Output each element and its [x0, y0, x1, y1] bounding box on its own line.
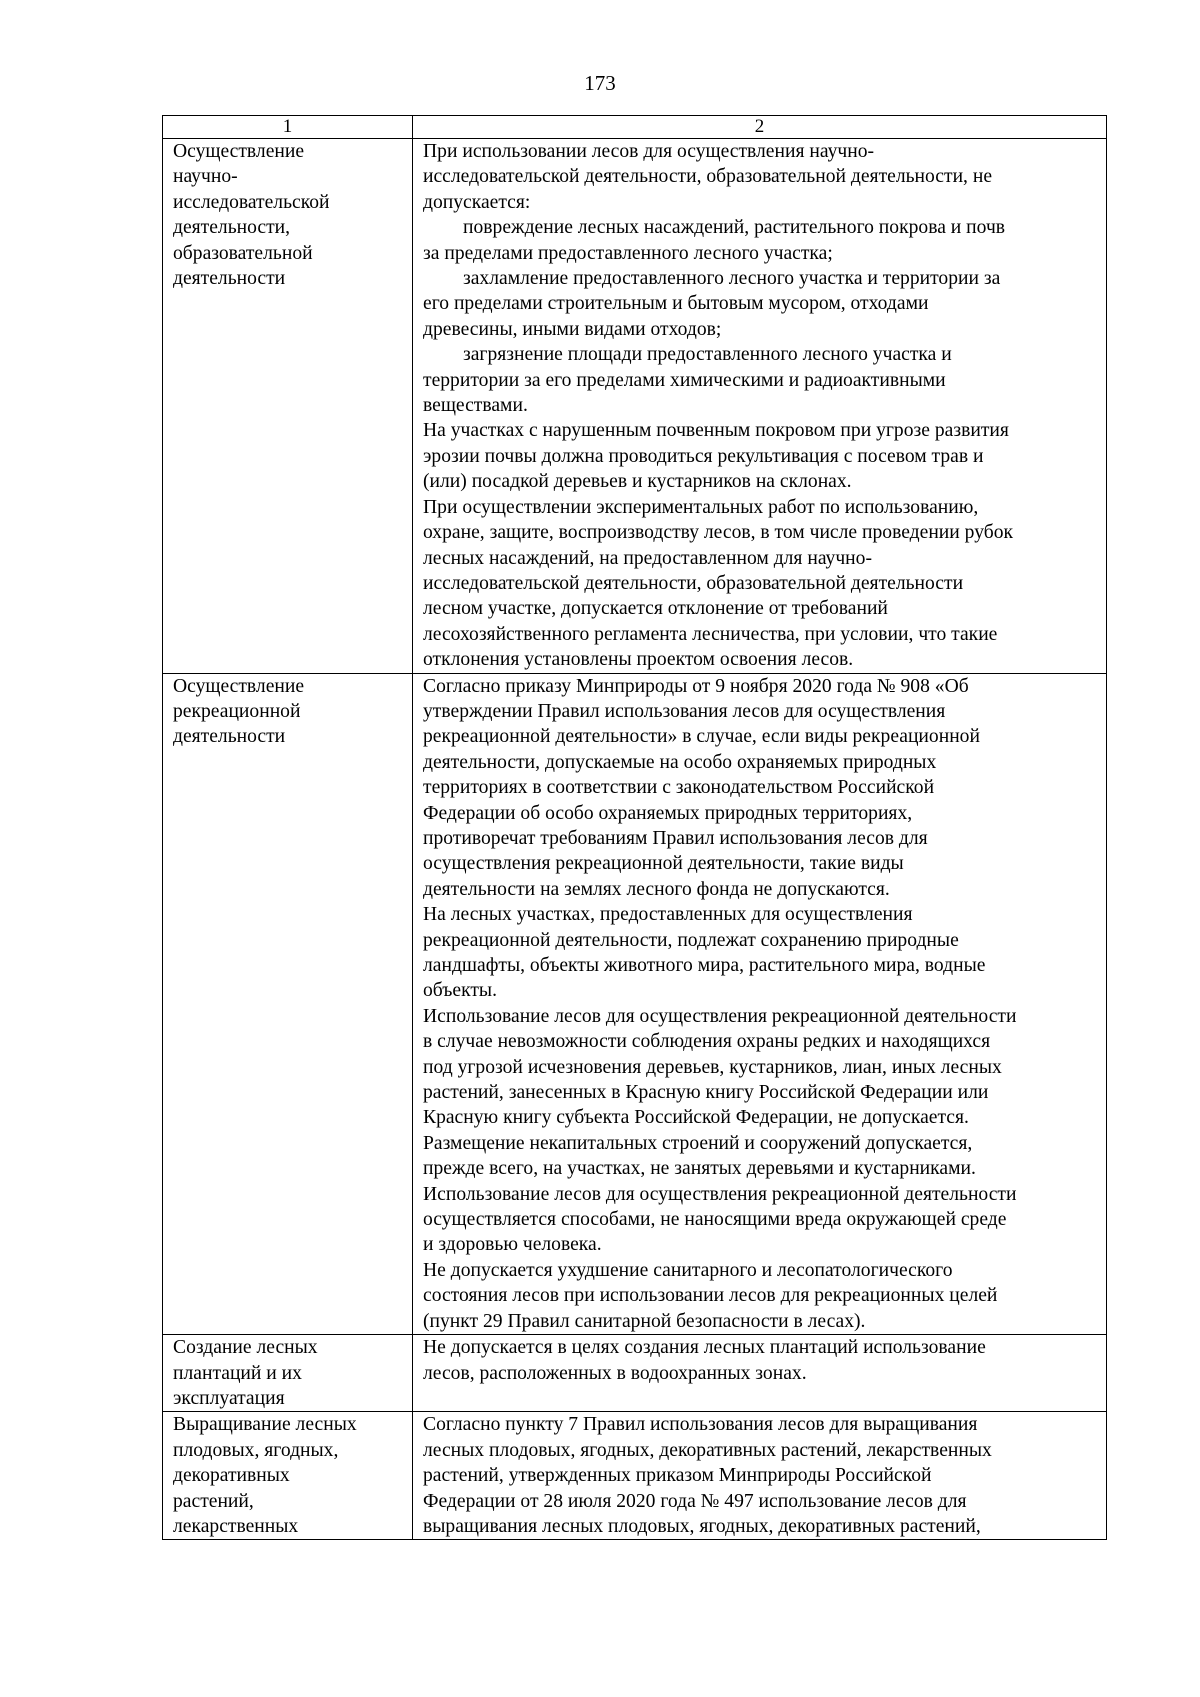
restriction-text-line: лесных насаждений, на предоставленном для научно-	[423, 547, 872, 569]
column-header-2: 2	[413, 116, 1107, 139]
restriction-text-line: объекты.	[423, 980, 497, 1002]
restriction-text-line: растений, утвержденных приказом Минприроды Российской	[423, 1465, 932, 1487]
restriction-text-line: за пределами предоставленного лесного участка;	[423, 242, 833, 264]
restriction-text-line: При осуществлении экспериментальных работ по использованию,	[423, 496, 979, 518]
restriction-text-line: Согласно пункту 7 Правил использования лесов для выращивания	[423, 1414, 978, 1436]
activity-type-line: плодовых, ягодных,	[173, 1439, 339, 1461]
restriction-text-line: осуществления рекреационной деятельности, такие виды	[423, 853, 904, 875]
restriction-text-line: в случае невозможности соблюдения охраны редких и находящихся	[423, 1031, 991, 1053]
restriction-text-line: территории за его пределами химическими и радиоактивными	[423, 369, 946, 391]
restriction-text-line: осуществляется способами, не наносящими вреда окружающей среде	[423, 1209, 1007, 1231]
restriction-text-line: Размещение некапитальных строений и сооружений допускается,	[423, 1132, 973, 1154]
restriction-text-line: эрозии почвы должна проводиться рекультивация с посевом трав и	[423, 445, 984, 467]
restriction-text-line: захламление предоставленного лесного участка и территории за	[463, 268, 1001, 290]
restriction-text-line: Федерации об особо охраняемых природных территориях,	[423, 802, 913, 824]
activity-type-line: научно-	[173, 166, 238, 188]
activity-type-cell	[163, 139, 413, 674]
restriction-text-line: выращивания лесных плодовых, ягодных, декоративных растений,	[423, 1515, 981, 1537]
restriction-text-line: исследовательской деятельности, образовательной деятельности	[423, 572, 964, 594]
restriction-text-line: рекреационной деятельности, подлежат сохранению природные	[423, 929, 959, 951]
restriction-text-line: рекреационной деятельности» в случае, если виды рекреационной	[423, 726, 980, 748]
activity-type-line: Создание лесных	[173, 1337, 318, 1359]
restriction-text-line: ландшафты, объекты животного мира, растительного мира, водные	[423, 955, 986, 976]
restriction-text-line: лесохозяйственного регламента лесничества, при условии, что такие	[423, 623, 998, 645]
regulation-table	[162, 115, 1107, 1540]
page-number: 173	[584, 71, 616, 95]
activity-type-cell	[163, 1412, 413, 1540]
restriction-text-line: Федерации от 28 июля 2020 года № 497 использование лесов для	[423, 1490, 967, 1512]
restriction-text-line: Не допускается в целях создания лесных плантаций использование	[423, 1337, 986, 1359]
restriction-text-line: При использовании лесов для осуществления научно-	[423, 141, 875, 162]
restriction-text-line: территориях в соответствии с законодательством Российской	[423, 777, 935, 799]
table-header-row	[163, 116, 1107, 139]
restriction-text-line: лесном участке, допускается отклонение от требований	[423, 598, 888, 620]
restriction-text-cell	[413, 1412, 1107, 1540]
activity-type-line: деятельности	[173, 726, 286, 748]
activity-type-cell	[163, 1335, 413, 1412]
restriction-text-cell	[413, 139, 1107, 674]
restriction-text-line: лесов, расположенных в водоохранных зонах.	[423, 1362, 807, 1384]
restriction-text-line: лесных плодовых, ягодных, декоративных растений, лекарственных	[423, 1439, 992, 1461]
restriction-text-line: допускается:	[423, 191, 531, 213]
table-row	[163, 139, 1107, 674]
restriction-text-line: состояния лесов при использовании лесов для рекреационных целей	[423, 1285, 998, 1307]
activity-type-line: Выращивание лесных	[173, 1414, 357, 1436]
activity-type-line: исследовательской	[173, 191, 330, 213]
column-header-1: 1	[163, 116, 413, 139]
table-row	[163, 1335, 1107, 1412]
restriction-text-line: его пределами строительным и бытовым мусором, отходами	[423, 293, 929, 315]
restriction-text-cell	[413, 1335, 1107, 1412]
restriction-text-line: (или) посадкой деревьев и кустарников на склонах.	[423, 471, 852, 493]
restriction-text-line: На участках с нарушенным почвенным покровом при угрозе развития	[423, 420, 1009, 442]
restriction-text-line: отклонения установлены проектом освоения лесов.	[423, 649, 854, 671]
restriction-text-line: деятельности, допускаемые на особо охраняемых природных	[423, 751, 937, 773]
activity-type-line: эксплуатация	[173, 1387, 285, 1409]
restriction-text-line: утверждении Правил использования лесов для осуществления	[423, 700, 946, 722]
activity-type-line: деятельности	[173, 268, 286, 290]
restriction-text-line: древесины, иными видами отходов;	[423, 318, 722, 340]
restriction-text-line: и здоровью человека.	[423, 1234, 602, 1256]
restriction-text-line: веществами.	[423, 395, 528, 417]
table-row	[163, 1412, 1107, 1540]
activity-type-line: декоративных	[173, 1465, 290, 1487]
activity-type-line: Осуществление	[173, 141, 305, 162]
activity-type-line: рекреационной	[173, 700, 301, 722]
restriction-text-cell	[413, 673, 1107, 1335]
restriction-text-line: противоречат требованиям Правил использования лесов для	[423, 827, 928, 849]
activity-type-line: лекарственных	[173, 1515, 299, 1537]
activity-type-line: Осуществление	[173, 675, 305, 697]
restriction-text-line: охране, защите, воспроизводству лесов, в том числе проведении рубок	[423, 522, 1014, 544]
activity-type-line: плантаций и их	[173, 1362, 302, 1384]
restriction-text-line: прежде всего, на участках, не занятых деревьями и кустарниками.	[423, 1158, 976, 1180]
restriction-text-line: Не допускается ухудшение санитарного и лесопатологического	[423, 1259, 953, 1281]
restriction-text-line: Красную книгу субъекта Российской Федерации, не допускается.	[423, 1107, 969, 1129]
restriction-text-line: повреждение лесных насаждений, растительного покрова и почв	[463, 217, 1006, 239]
restriction-text-line: Использование лесов для осуществления рекреационной деятельности	[423, 1183, 1017, 1205]
table-row	[163, 673, 1107, 1335]
restriction-text-line: Использование лесов для осуществления рекреационной деятельности	[423, 1005, 1017, 1027]
restriction-text-line: деятельности на землях лесного фонда не допускаются.	[423, 878, 890, 900]
restriction-text-line: исследовательской деятельности, образовательной деятельности, не	[423, 166, 993, 188]
activity-type-line: образовательной	[173, 242, 313, 264]
restriction-text-line: растений, занесенных в Красную книгу Российской Федерации или	[423, 1082, 989, 1104]
restriction-text-line: под угрозой исчезновения деревьев, кустарников, лиан, иных лесных	[423, 1056, 1002, 1078]
restriction-text-line: (пункт 29 Правил санитарной безопасности в лесах).	[423, 1310, 866, 1332]
activity-type-line: растений,	[173, 1490, 254, 1512]
restriction-text-line: загрязнение площади предоставленного лесного участка и	[463, 344, 952, 366]
restriction-text-line: Согласно приказу Минприроды от 9 ноября 2020 года № 908 «Об	[423, 675, 969, 697]
activity-type-cell	[163, 673, 413, 1335]
activity-type-line: деятельности,	[173, 217, 291, 239]
restriction-text-line: На лесных участках, предоставленных для осуществления	[423, 904, 913, 926]
